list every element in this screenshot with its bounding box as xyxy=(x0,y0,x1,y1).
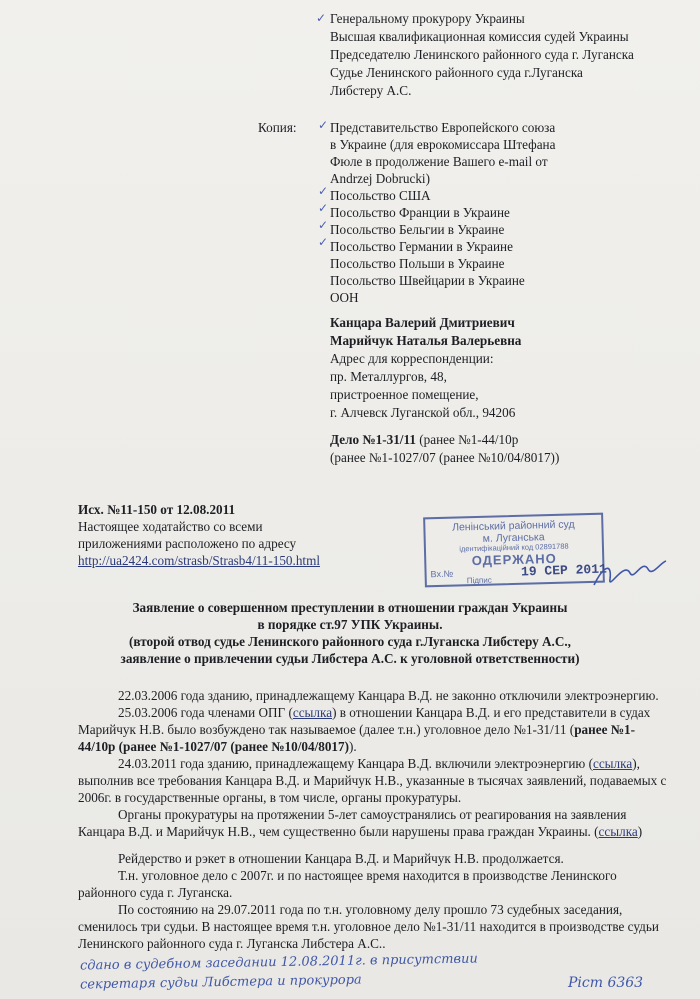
paragraph-3-line-3: 2006г. в государственные органы, в том числе, органы прокуратуры. xyxy=(78,790,462,805)
reference-link[interactable]: ссылка xyxy=(598,824,638,839)
title-line: Заявление о совершенном преступлении в отношении граждан Украины xyxy=(132,600,568,615)
outgoing-reference: Исх. №11-150 от 12.08.2011 xyxy=(78,502,236,517)
copy-recipient: Посольство Франции в Украине xyxy=(330,205,510,220)
copy-recipient: Andrzej Dobrucki) xyxy=(330,171,430,186)
copy-recipient: Представительство Европейского союза xyxy=(330,120,556,135)
copy-recipient: Посольство Швейцарии в Украине xyxy=(330,273,525,288)
copy-recipient: Посольство Польши в Украине xyxy=(330,256,505,271)
title-line: заявление о привлечении судьи Либстера А.С. к уголовной ответственности) xyxy=(120,651,580,666)
check-mark-icon: ✓ xyxy=(318,235,329,249)
stamp-date: 19 СЕР 2011 xyxy=(520,561,608,580)
stamp-signature-label: Підпис xyxy=(466,575,492,586)
case-number-main: Дело №1-31/11 xyxy=(330,432,416,447)
paragraph-6-line-2: районного суда г. Луганска. xyxy=(78,885,233,900)
paragraph-4-line-2 xyxy=(78,824,642,840)
outgoing-note: Настоящее ходатайство со всеми xyxy=(78,519,263,534)
title-line: в порядке ст.97 УПК Украины. xyxy=(257,617,443,632)
handwritten-number: Рiст 6363 xyxy=(568,975,644,991)
case-number xyxy=(330,432,518,448)
sender-name: Канцара Валерий Дмитриевич xyxy=(330,315,515,330)
text-fragment: Канцара В.Д. и Марийчук Н.В., чем существенно были нарушены права граждан Украины. ( xyxy=(78,824,599,839)
address-line: Адрес для корреспонденции: xyxy=(330,351,494,366)
copy-recipient: в Украине (для еврокомиссара Штефана xyxy=(330,137,556,152)
paragraph-3-line-1 xyxy=(118,756,640,772)
copy-label: Копия: xyxy=(258,120,297,135)
paragraph-6-line-1: Т.н. уголовное дело с 2007г. и по настоящее время находится в производстве Ленинского xyxy=(118,868,617,883)
stamp-court-name: Ленінський районний суд xyxy=(451,518,575,534)
outgoing-note: приложениями расположено по адресу xyxy=(78,536,297,551)
stamp-incoming-number: Вх.№ xyxy=(430,568,454,580)
stamp-code: ідентифікаційний код 02891788 xyxy=(459,541,569,554)
paragraph-2-line-2 xyxy=(78,722,635,738)
stamp-received: ОДЕРЖАНО xyxy=(471,550,557,569)
text-fragment: 24.03.2011 года зданию, принадлежащему Канцара В.Д. включили электроэнергию ( xyxy=(118,756,593,771)
handwritten-note: сдано в судебном заседании 12.08.2011г. в присутствии xyxy=(79,951,478,974)
addressee-line: Судье Ленинского районного суда г.Луганска xyxy=(330,65,583,80)
addressee-line: Высшая квалификационная комиссия судей Украины xyxy=(330,29,629,44)
text-fragment: Марийчук Н.В. было возбуждено так называемое (далее т.н.) уголовное дело №1-31/11 ( xyxy=(78,722,575,737)
paragraph-4-line-1: Органы прокуратуры на протяжении 5-лет самоустранялись от реагирования на заявления xyxy=(118,807,627,822)
check-mark-icon: ✓ xyxy=(318,218,329,232)
signature-scribble xyxy=(590,555,670,595)
text-fragment: 25.03.2006 года членами ОПГ ( xyxy=(118,705,293,720)
copy-recipient: Посольство США xyxy=(330,188,431,203)
check-mark-icon: ✓ xyxy=(318,184,329,198)
paragraph-7-line-1: По состоянию на 29.07.2011 года по т.н. уголовному делу прошло 73 судебных заседания, xyxy=(118,902,623,917)
copy-recipient: ООН xyxy=(330,290,359,305)
paragraph-2-line-3 xyxy=(78,739,357,755)
addressee-line: Председателю Ленинского районного суда г. Луганска xyxy=(330,47,634,62)
addressee-line: Либстеру А.С. xyxy=(330,83,412,98)
paragraph-5: Рейдерство и рэкет в отношении Канцара В.Д. и Марийчук Н.В. продолжается. xyxy=(118,851,564,866)
copy-recipient: Посольство Германии в Украине xyxy=(330,239,513,254)
addressee-line: Генеральному прокурору Украины xyxy=(330,11,525,26)
paragraph-2-line-1 xyxy=(118,705,650,721)
check-mark-icon: ✓ xyxy=(318,201,329,215)
stamp-city: м. Луганська xyxy=(482,531,545,545)
copy-recipient: Посольство Бельгии в Украине xyxy=(330,222,505,237)
paragraph-3-line-2: выполнив все требования Канцара В.Д. и Марийчук Н.В., указанные в тысячах заявлений, подаваемых с xyxy=(78,773,667,788)
case-history-bold: ранее №1- xyxy=(574,722,635,737)
reference-link[interactable]: ссылка xyxy=(292,705,333,720)
paragraph-7-line-2: сменилось три судьи. В настоящее время т.н. уголовное дело №1-31/11 находится в производстве судьи xyxy=(78,919,659,934)
address-line: пристроенное помещение, xyxy=(330,387,479,402)
sender-name: Марийчук Наталья Валерьевна xyxy=(330,333,522,348)
case-history-bold: 44/10р (ранее №1-1027/07 (ранее №10/04/8017) xyxy=(78,739,349,754)
document-url-link[interactable]: http://ua2424.com/strasb/Strasb4/11-150.html xyxy=(78,553,320,568)
address-line: пр. Металлургов, 48, xyxy=(330,369,447,384)
handwritten-note: секретаря судьи Либстера и прокурора xyxy=(79,972,362,993)
text-fragment: ), xyxy=(632,756,640,771)
case-number-tail: (ранее №1-44/10р xyxy=(415,432,519,447)
check-mark-icon: ✓ xyxy=(316,11,327,25)
paragraph-7-line-3: Ленинского районного суда г. Луганска Либстера А.С.. xyxy=(78,936,386,951)
copy-recipient: Фюле в продолжение Вашего e-mail от xyxy=(330,154,548,169)
title-line: (второй отвод судье Ленинского районного суда г.Луганска Либстеру А.С., xyxy=(129,634,571,649)
case-number-previous: (ранее №1-1027/07 (ранее №10/04/8017)) xyxy=(330,450,560,465)
text-fragment: ) в отношении Канцара В.Д. и его представители в судах xyxy=(332,705,651,720)
address-line: г. Алчевск Луганской обл., 94206 xyxy=(330,405,516,420)
check-mark-icon: ✓ xyxy=(318,118,329,132)
text-fragment: ). xyxy=(349,739,357,754)
text-fragment: ) xyxy=(637,824,643,839)
paragraph-1: 22.03.2006 года зданию, принадлежащему Канцара В.Д. не законно отключили электроэнергию. xyxy=(118,688,659,703)
reference-link[interactable]: ссылка xyxy=(592,756,633,771)
